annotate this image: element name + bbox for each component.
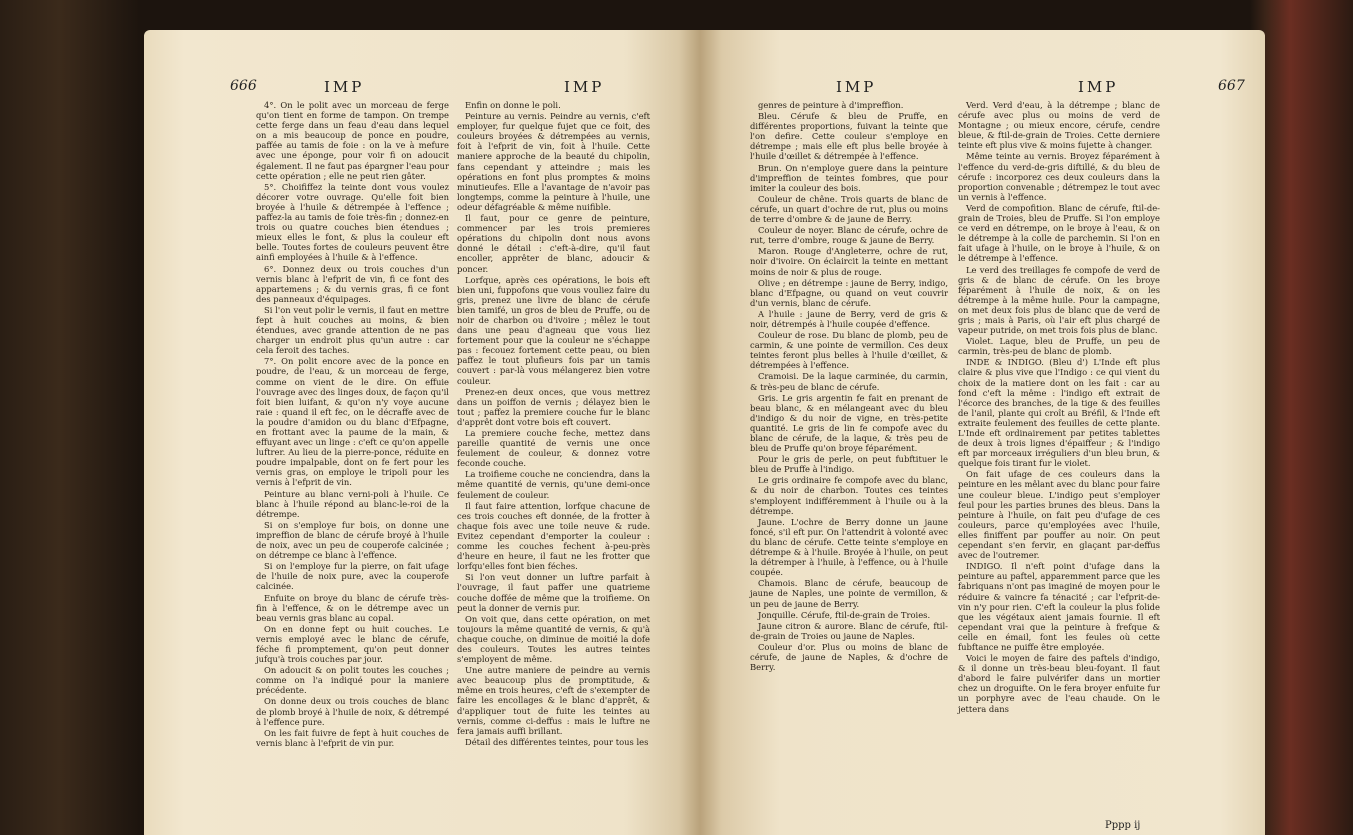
paragraph: Si l'on veut polir le vernis, il faut en mettre fept à huit couches au moins, & bien étendues, avec grande attention de ne pas charger un endroit plus qu'un autre : car cela feroit des taches.	[256, 304, 449, 356]
paragraph: Couleur d'or. Plus ou moins de blanc de cérufe, de jaune de Naples, & d'ochre de Berry.	[750, 641, 948, 673]
paragraph: Jonquille. Cérufe, ftil-de-grain de Troies.	[758, 609, 931, 620]
running-head: IMP	[564, 78, 605, 96]
paragraph: Voici le moyen de faire des paftels d'indigo, & il donne un très-beau bleu-foyant. Il faut d'abord le faire pulvérifer dans un mortier chez un droguifte. On le fera broyer enfuite fur un porphyre avec de l'eau chaude. On le jettera dans	[958, 653, 1160, 714]
paragraph: 6°. Donnez deux ou trois couches d'un vernis blanc à l'efprit de vin, fi ce font des appartemens ; & du vernis gras, fi ce font des panneaux d'équipages.	[256, 263, 449, 304]
paragraph: On adoucit & on polit toutes les couches ; comme on l'a indiqué pour la maniere précédente.	[256, 665, 449, 696]
text-column-left-2	[457, 100, 650, 748]
paragraph: Enfuite on broye du blanc de cérufe très-fin à l'effence, & on le détrempe avec un beau vernis gras blanc au copal.	[256, 592, 449, 623]
paragraph: Maron. Rouge d'Angleterre, ochre de rut, noir d'ivoire. On éclaircit la teinte en mettant moins de noir & plus de rouge.	[750, 246, 948, 277]
paragraph: Cramoisi. De la laque carminée, du carmin, & très-peu de blanc de cérufe.	[750, 371, 948, 392]
running-head: IMP	[324, 78, 365, 96]
right-page	[700, 30, 1265, 835]
paragraph: La premiere couche feche, mettez dans pareille quantité de vernis une once feulement de couleur, & donnez votre feconde couche.	[457, 428, 650, 469]
paragraph: Une autre maniere de peindre au vernis avec beaucoup plus de promptitude, & même en trois heures, c'eft de s'exempter de faire les encollages & le blanc d'apprêt, & d'appliquer tout de fuite les teintes au vernis, comme ci-deffus : mais le luftre ne fera jamais auffi brillant.	[457, 665, 650, 736]
page-number: 666	[230, 78, 257, 94]
paragraph: Le gris ordinaire fe compofe avec du blanc, & du noir de charbon. Toutes ces teintes s'employent indifféremment à l'huile ou à la détrempe.	[750, 475, 948, 516]
paragraph: Même teinte au vernis. Broyez féparément à l'effence du verd-de-gris diftillé, & du bleu de cérufe : incorporez ces deux couleurs dans la proportion convenable ; détrempez le tout avec un vernis à l'effence.	[958, 151, 1160, 202]
paragraph: Si on l'employe fur la pierre, on fait ufage de l'huile de noix pure, avec la couperofe calcinée.	[256, 561, 449, 592]
running-head: IMP	[836, 78, 877, 96]
running-head: IMP	[1078, 78, 1119, 96]
paragraph: Couleur de chêne. Trois quarts de blanc de cérufe, un quart d'ochre de rut, plus ou moins de terre d'ombre & de jaune de Berry.	[750, 193, 948, 225]
paragraph: 4°. On le polit avec un morceau de ferge qu'on tient en forme de tampon. On trempe cette ferge dans un feau d'eau dans lequel on a mis beaucoup de ponce en poudre, paffée au tamis de foie : on la ve à mefure avec une éponge, pour voir fi on adoucit également. Il ne faut pas épargner l'eau pour cette opération ; elle ne peut rien gâter.	[256, 100, 449, 181]
paragraph: Couleur de noyer. Blanc de cérufe, ochre de rut, terre d'ombre, rouge & jaune de Berry.	[750, 225, 948, 246]
paragraph: On fait ufage de ces couleurs dans la peinture en les mêlant avec du blanc pour faire une couleur bleue. L'indigo peut s'employer feul pour les parties brunes des bleus. Dans la peinture à l'huile, on fait peu d'ufage de ces couleurs, parce qu'employées avec l'huile, elles finiffent par pouffer au noir. On peut cependant s'en fervir, en glaçant par-deffus avec de l'outremer.	[958, 469, 1160, 561]
paragraph: Violet. Laque, bleu de Pruffe, un peu de carmin, très-peu de blanc de plomb.	[958, 336, 1160, 357]
paragraph: Jaune citron & aurore. Blanc de cérufe, ftil-de-grain de Troies ou jaune de Naples.	[750, 620, 948, 641]
paragraph: Peinture au vernis. Peindre au vernis, c'eft employer, fur quelque fujet que ce foit, des couleurs broyées & détrempées au vernis, foit à l'efprit de vin, foit à l'huile. Cette maniere approche de la beauté du chipolin, fans cependant y atteindre ; mais les opérations en font plus promptes & moins minutieufes. Elle a l'avantage de n'avoir pas longtemps, comme la peinture à l'huile, une odeur défagréable & même nuifible.	[457, 111, 650, 212]
paragraph: Détail des différentes teintes, pour tous les	[465, 736, 649, 747]
text-column-right-2	[958, 100, 1160, 715]
paragraph: Verd. Verd d'eau, à la détrempe ; blanc de cérufe avec plus ou moins de verd de Montagne ; ou mieux encore, cérufe, cendre bleue, & ftil-de-grain de Troies. Cette derniere teinte eft plus vive & moins fujette à changer.	[958, 100, 1160, 151]
paragraph: On voit que, dans cette opération, on met toujours la même quantité de vernis, & qu'à chaque couche, on diminue de moitié la dofe des couleurs. Toutes les autres teintes s'employent de même.	[457, 613, 650, 665]
paragraph: On les fait fuivre de fept à huit couches de vernis blanc à l'efprit de vin pur.	[256, 727, 449, 748]
paragraph: Olive ; en détrempe : jaune de Berry, indigo, blanc d'Efpagne, ou quand on veut couvrir d'un vernis, blanc de cérufe.	[750, 277, 948, 308]
paragraph: Si l'on veut donner un luftre parfait à l'ouvrage, il faut paffer une quatrieme couche doffée de même que la troifieme. On peut la donner de vernis pur.	[457, 572, 650, 613]
text-column-left-1	[256, 100, 449, 749]
page-number: 667	[1218, 78, 1245, 94]
paragraph: INDE & INDIGO. (Bleu d') L'Inde eft plus claire & plus vive que l'Indigo : ce qui vient du choix de la matiere dont on les fait : car au fond c'eft la même : l'indigo eft extrait de l'écorce des branches, de la tige & des feuilles de l'anil, plante qui croît au Bréfil, & l'Inde eft extraite feulement des feuilles de cette plante. L'Inde eft ordinairement par petites tablettes de deux à trois lignes d'épaiffeur ; & l'indigo eft par morceaux irréguliers d'un bleu brun, & quelque fois tirant fur le violet.	[958, 357, 1160, 469]
paragraph: La troifieme couche ne conciendra, dans la même quantité de vernis, qu'une demi-once feulement de couleur.	[457, 469, 650, 500]
paragraph: Si on s'employe fur bois, on donne une impreffion de blanc de cérufe broyé à l'huile de noix, avec un peu de couperofe calcinée ; on détrempe ce blanc à l'effence.	[256, 519, 449, 561]
paragraph: Le verd des treillages fe compofe de verd de gris & de blanc de cérufe. On les broye féparément à l'huile de noix, & on les détrempe à la même huile. Pour la campagne, on met deux fois plus de blanc que de verd de gris ; mais à Paris, où l'air eft plus chargé de vapeur putride, on met trois fois plus de blanc.	[958, 264, 1160, 336]
paragraph: Enfin on donne le poli.	[465, 100, 561, 110]
paragraph: Lorfque, après ces opérations, le bois eft bien uni, fuppofons que vous vouliez faire du gris, prenez une livre de blanc de cérufe bien tamifé, un gros de bleu de Pruffe, ou de noir de charbon ou d'ivoire ; mêlez le tout dans une peau d'agneau que vous liez fortement pour que la couleur ne s'échappe pas : fecouez fortement cette peau, ou bien paffez le tout plufieurs fois par un tamis couvert : par-là vous mélangerez bien votre couleur.	[457, 274, 650, 386]
paragraph: On en donne fept ou huit couches. Le vernis employé avec le blanc de cérufe, féche fi promptement, qu'on peut donner jufqu'à trois couches par jour.	[256, 623, 449, 665]
paragraph: Couleur de rose. Du blanc de plomb, peu de carmin, & une pointe de vermillon. Ces deux teintes feront plus belles à l'huile d'œillet, & détrempées à l'effence.	[750, 330, 948, 371]
paragraph: genres de peinture à d'impreffion.	[758, 100, 904, 110]
left-page	[144, 30, 700, 835]
paragraph: Gris. Le gris argentin fe fait en prenant de beau blanc, & en mélangeant avec du bleu d'indigo & du noir de vigne, en très-petite quantité. Le gris de lin fe compofe avec du blanc de cérufe, de la laque, & très peu de bleu de Pruffe qu'on broye féparément.	[750, 392, 948, 454]
paragraph: Verd de compofition. Blanc de cérufe, ftil-de-grain de Troies, bleu de Pruffe. Si l'on employe ce verd en détrempe, on le broye à l'eau, & on le détrempe à la colle de parchemin. Si l'on en fait ufage à l'huile, on le broye à l'huile, & on le détrempe à l'effence.	[958, 202, 1160, 264]
paragraph: A l'huile : jaune de Berry, verd de gris & noir, détrempés à l'huile coupée d'effence.	[750, 308, 948, 329]
signature-mark: Pppp ij	[1105, 820, 1141, 831]
paragraph: On donne deux ou trois couches de blanc de plomb broyé à l'huile de noix, & détrempé à l'effence pure.	[256, 696, 449, 727]
text-column-right-1	[750, 100, 948, 673]
paragraph: Prenez-en deux onces, que vous mettrez dans un poiffon de vernis ; délayez bien le tout ; paffez la premiere couche fur le blanc d'apprêt dont votre bois eft couvert.	[457, 386, 650, 427]
paragraph: Il faut faire attention, lorfque chacune de ces trois couches eft donnée, de la frotter à chaque fois avec une toile neuve & rude. Evitez cependant d'emporter la couleur : comme les couches fechent à-peu-près d'heure en heure, il faut ne les frotter que lorfqu'elles font bien féches.	[457, 500, 650, 572]
paragraph: Peinture au blanc verni-poli à l'huile. Ce blanc à l'huile répond au blanc-le-roi de la détrempe.	[256, 488, 449, 519]
paragraph: Pour le gris de perle, on peut fubftituer le bleu de Pruffe à l'indigo.	[750, 454, 948, 475]
paragraph: Bleu. Cérufe & bleu de Pruffe, en différentes proportions, fuivant la teinte que l'on defire. Cette couleur s'employe en détrempe ; mais elle eft plus belle broyée à l'huile d'œillet & détrempée à l'effence.	[750, 111, 948, 162]
paragraph: Il faut, pour ce genre de peinture, commencer par les trois premieres opérations du chipolin dont nous avons donné le détail : c'eft-à-dire, qu'il faut encoller, apprêter de blanc, adoucir & poncer.	[457, 213, 650, 274]
paragraph: Jaune. L'ochre de Berry donne un jaune foncé, s'il eft pur. On l'attendrit à volonté avec du blanc de cérufe. Cette teinte s'employe en détrempe & à l'huile. Broyée à l'huile, on peut la détremper à l'huile, à l'effence, ou à l'huile coupée.	[750, 516, 948, 578]
paragraph: 7°. On polit encore avec de la ponce en poudre, de l'eau, & un morceau de ferge, comme on vient de le dire. On effuie l'ouvrage avec des linges doux, de façon qu'il foit bien luifant, & qu'on n'y voye aucune raie : quand il eft fec, on le décraffe avec de la poudre d'amidon ou du blanc d'Efpagne, en frottant avec la paume de la main, & effuyant avec un linge : c'eft ce qu'on appelle luftrer. Au lieu de la pierre-ponce, réduite en poudre impalpable, dont on fe fert pour les vernis gras, on employe le tripoli pour les vernis à l'efprit de vin.	[256, 356, 449, 488]
paragraph: 5°. Choififfez la teinte dont vous voulez décorer votre ouvrage. Qu'elle foit bien broyée à l'huile & détrempée à l'effence ; paffez-la au tamis de foie très-fin ; donnez-en trois ou quatre couches bien étendues ; mieux elles le font, & plus la couleur eft belle. Toutes fortes de couleurs peuvent être ainfi employées à l'huile & à l'effence.	[256, 181, 449, 263]
paragraph: INDIGO. Il n'eft point d'ufage dans la peinture au paftel, apparemment parce que les fabriquans n'ont pas imaginé de moyen pour le réduire & vaincre fa ténacité ; car l'efprit-de-vin n'y pour rien. C'eft la couleur la plus folide que les végétaux aient jamais fournie. Il eft cependant vrai que la peinture à frefque & celle en émail, font les feules où cette fubftance ne puiffe être employée.	[958, 561, 1160, 652]
paragraph: Brun. On n'employe guere dans la peinture d'impreffion de teintes fombres, que pour imiter la couleur des bois.	[750, 162, 948, 193]
paragraph: Chamois. Blanc de cérufe, beaucoup de jaune de Naples, une pointe de vermillon, & un peu de jaune de Berry.	[750, 578, 948, 609]
